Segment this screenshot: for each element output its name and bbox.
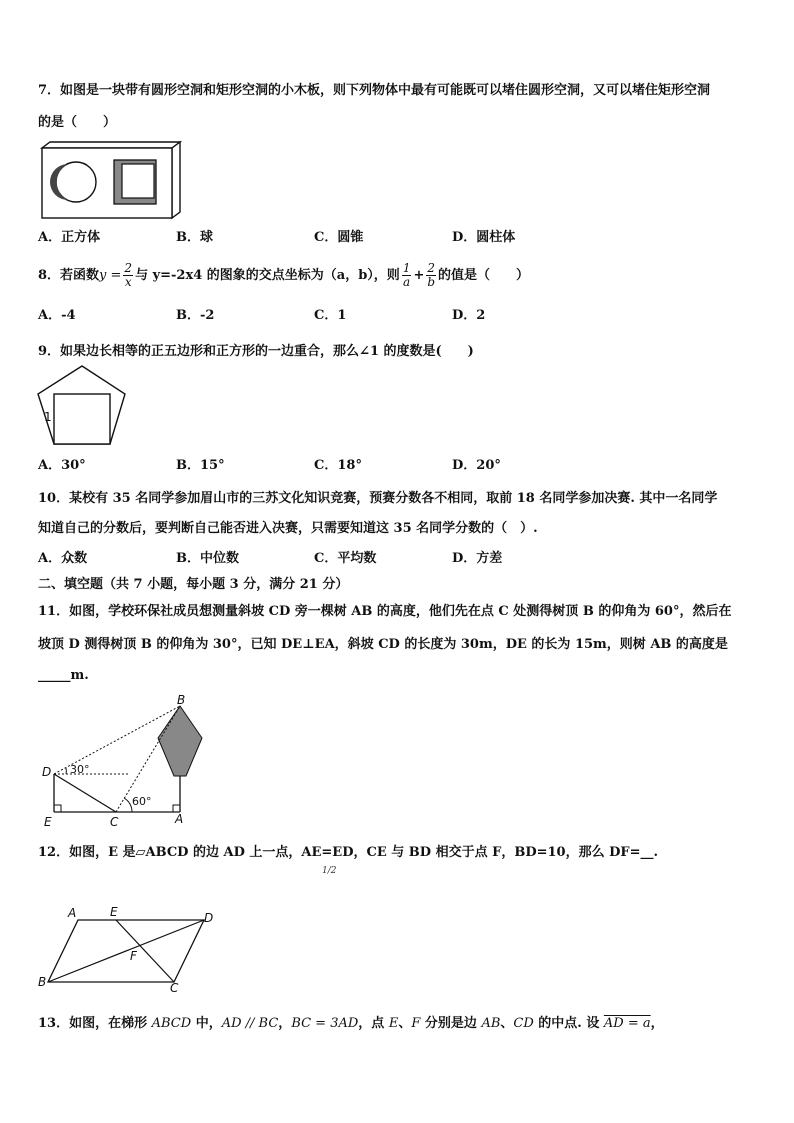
q8-option-a: A．-4 (38, 308, 76, 323)
q8-mid: 与 y=-2x4 的图象的交点坐标为（a，b），则 (135, 268, 400, 283)
q12-label-f: F (130, 949, 137, 963)
q11-label-d: D (42, 765, 52, 779)
q8-prefix: 8．若函数 (38, 268, 100, 283)
q9-text: 9．如果边长相等的正五边形和正方形的一边重合，那么∠1 的度数是( ) (38, 344, 474, 359)
q7-option-c: C．圆锥 (314, 230, 364, 245)
q8-option-b: B．-2 (176, 308, 215, 323)
q12-text-a: 12．如图，E 是▱ABCD 的边 AD 上一点，AE= (38, 845, 333, 860)
q7-option-b: B．球 (176, 230, 213, 245)
q10-option-c: C．平均数 (314, 551, 377, 566)
q12-text-b: ED，CE 与 BD 相交于点 F，BD=10，那么 DF=__. (332, 845, 659, 860)
q11-text-line1: 11．如图，学校环保社成员想测量斜坡 CD 旁一棵树 AB 的高度，他们先在点 C 处测得树顶 B 的仰角为 60°，然后在 (38, 604, 732, 619)
q13-text-part: 分别是边 (420, 1016, 482, 1031)
q13-trapezoid-name: ABCD (151, 1016, 192, 1031)
q10-option-a: A．众数 (38, 551, 88, 566)
q7-text-line2: 的是（ ） (38, 115, 117, 130)
q7-option-a: A．正方体 (38, 230, 101, 245)
q11-label-30deg: 30° (70, 763, 90, 776)
q12-label-e: E (110, 905, 118, 919)
q9-pentagon-square-figure (34, 362, 130, 448)
q9-option-c: C．18° (314, 458, 362, 473)
q9-option-d: D．20° (452, 458, 501, 473)
q8-frac-1-over-a: $\frac{1}{a}$ (402, 261, 411, 289)
q10-text-line1: 10．某校有 35 名同学参加眉山市的三苏文化知识竞赛，预赛分数各不相同，取前 18 名同学参加决赛. 其中一名同学 (38, 491, 718, 506)
q11-text-line2: 坡顶 D 测得树顶 B 的仰角为 30°，已知 DE⊥EA，斜坡 CD 的长度为 30m，DE 的长为 15m，则树 AB 的高度是 (38, 637, 728, 652)
q12-parallelogram-figure (34, 902, 224, 994)
q13-text-part: 13．如图，在梯形 (38, 1016, 152, 1031)
q12-label-c: C (170, 981, 179, 994)
q10-option-b: B．中位数 (176, 551, 239, 566)
q8-option-c: C．1 (314, 308, 347, 323)
section-heading-fill-in: 二、填空题（共 7 小题，每小题 3 分，满分 21 分） (38, 577, 349, 592)
q11-label-60deg: 60° (132, 795, 152, 808)
q13-text-part: ， (650, 1016, 664, 1031)
q7-text-line1: 7．如图是一块带有圆形空洞和矩形空洞的小木板，则下列物体中最有可能既可以堵住圆形空洞，又可以堵住矩形空洞 (38, 83, 711, 98)
q13-text (38, 1016, 664, 1032)
q12-half-fraction: 1/2 (322, 866, 337, 876)
q11-answer-blank: _____m. (38, 668, 89, 683)
q11-label-e: E (44, 815, 52, 829)
q7-board-figure (38, 140, 184, 220)
q13-text-part: 、 (500, 1016, 514, 1031)
q12-label-d: D (204, 911, 214, 925)
q9-option-b: B．15° (176, 458, 225, 473)
q8-y-eq: y = (99, 268, 122, 283)
q13-text-part: 中， (191, 1016, 222, 1031)
q8-suffix: 的值是（ ） (438, 268, 530, 283)
q8-plus: + (413, 268, 425, 283)
q13-text-part: 、 (398, 1016, 412, 1031)
q8-option-d: D．2 (452, 308, 486, 323)
q13-text-part: 的中点. 设 (533, 1016, 604, 1031)
q10-option-d: D．方差 (452, 551, 503, 566)
q9-option-a: A．30° (38, 458, 86, 473)
q11-label-c: C (110, 815, 119, 829)
q13-point-f: F (411, 1016, 421, 1031)
q13-side-cd: CD (513, 1016, 534, 1031)
q9-angle-label: 1 (44, 410, 52, 424)
q13-vector-ad: AD = a (603, 1016, 651, 1031)
q13-text-part: ，点 (358, 1016, 389, 1031)
q11-label-a: A (175, 812, 184, 826)
q8-text (38, 262, 529, 289)
q13-text-part: ， (278, 1016, 292, 1031)
q12-text (38, 845, 658, 861)
q10-text-line2: 知道自己的分数后，要判断自己能否进入决赛，只需要知道这 35 名同学分数的（ ）. (38, 521, 538, 536)
q13-condition-ratio: BC = 3AD (291, 1016, 359, 1031)
q11-tree-slope-figure (34, 694, 220, 830)
q13-point-e: E (388, 1016, 399, 1031)
q8-frac-2-over-b: $\frac{2}{b}$ (427, 261, 436, 289)
q7-option-d: D．圆柱体 (452, 230, 516, 245)
q12-label-a: A (68, 906, 77, 920)
q13-side-ab: AB (481, 1016, 501, 1031)
q11-label-b: B (177, 694, 186, 707)
q12-label-b: B (38, 975, 47, 989)
q13-condition-parallel: AD // BC (221, 1016, 279, 1031)
q8-frac-2-over-x: $\frac{2}{x}$ (124, 261, 133, 289)
